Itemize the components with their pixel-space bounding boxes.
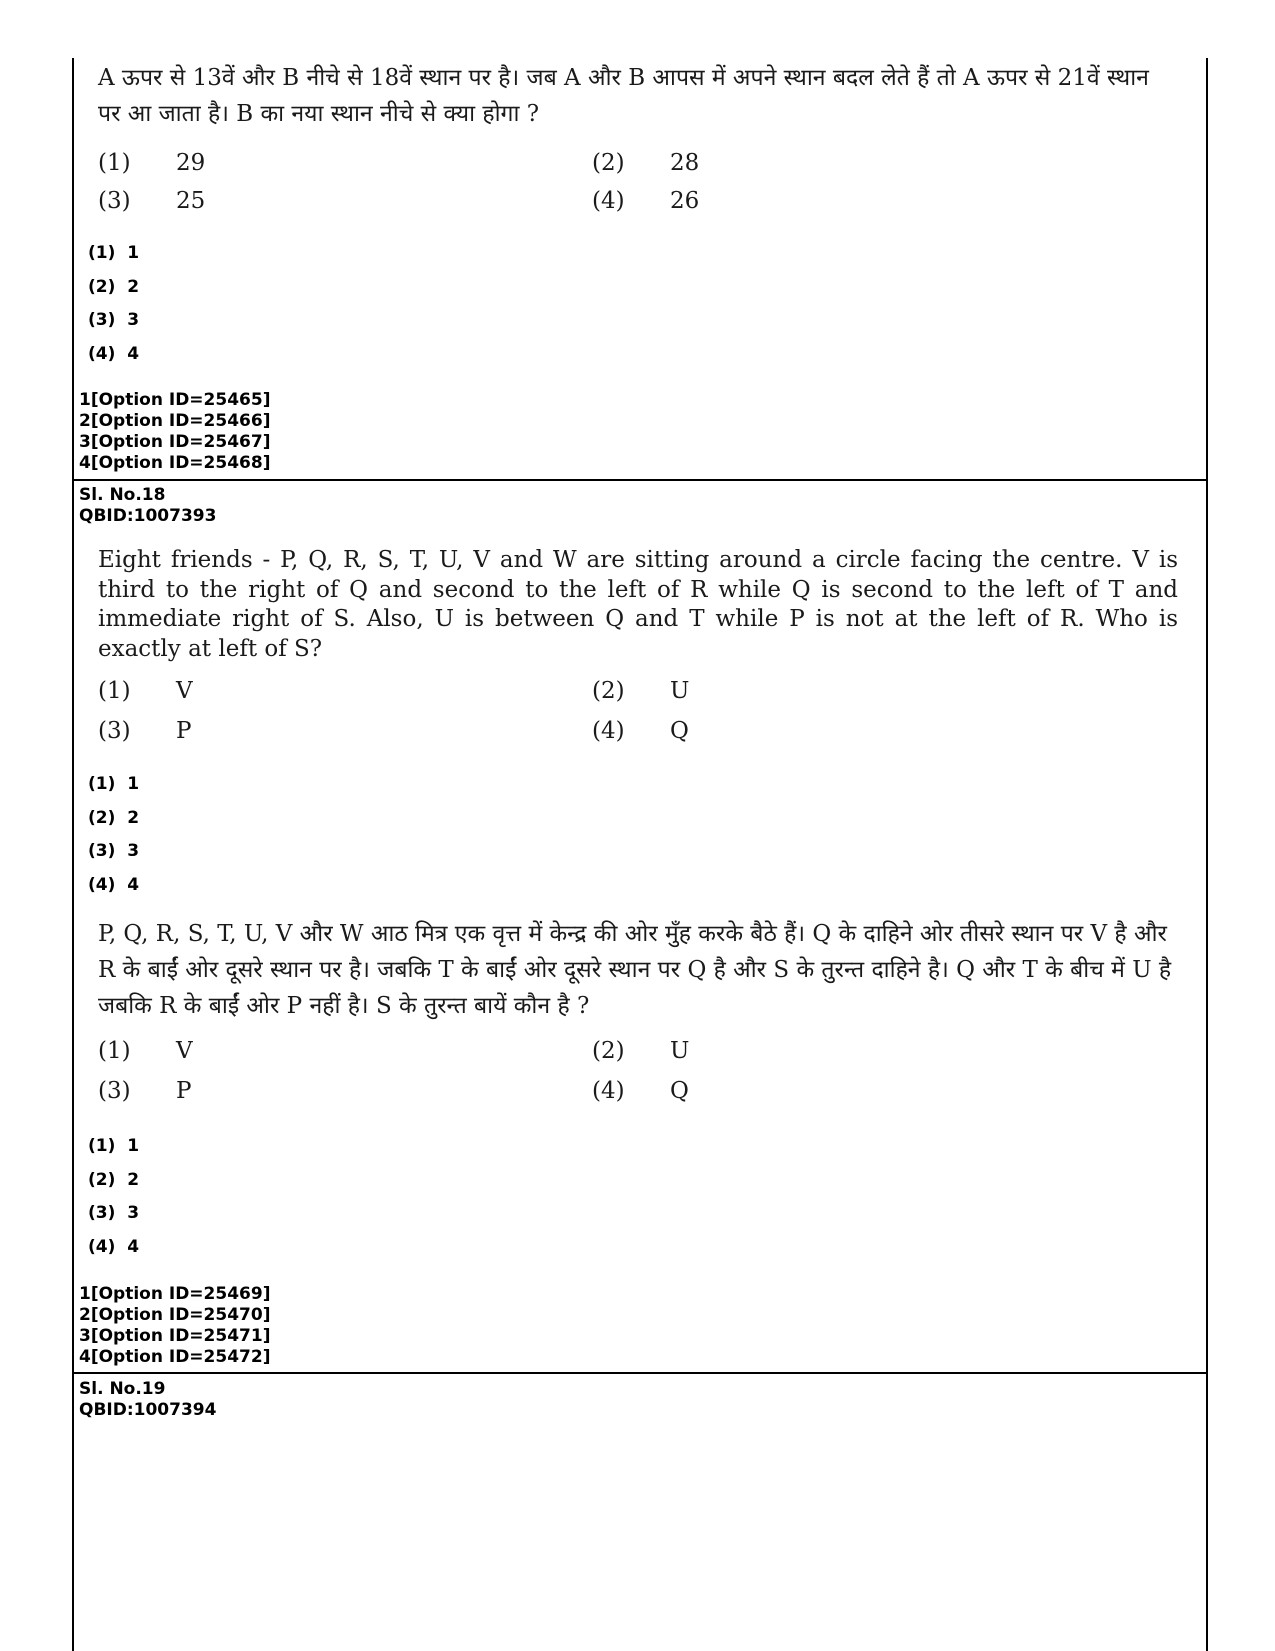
serial-number: Sl. No.18 (79, 485, 166, 505)
answer-item: (3) 3 (88, 841, 140, 861)
option-id: 2[Option ID=25470] (79, 1305, 271, 1325)
option-id: 4[Option ID=25472] (79, 1347, 271, 1367)
option-text: Q (670, 1078, 689, 1104)
question-divider (72, 479, 1208, 481)
answer-item: (1) 1 (88, 1136, 140, 1156)
answer-item: (3) 3 (88, 1203, 140, 1223)
option-3 (98, 718, 191, 744)
option-number: (2) (592, 1038, 625, 1064)
option-text: U (670, 678, 690, 704)
option-number: (1) (98, 1038, 131, 1064)
question-sheet (72, 58, 1208, 1651)
option-number: (4) (592, 718, 625, 744)
option-id-list (79, 1284, 270, 1368)
option-number: (3) (98, 718, 131, 744)
option-1 (98, 1038, 193, 1064)
option-id: 1[Option ID=25465] (79, 390, 271, 410)
question-text-hindi: P, Q, R, S, T, U, V और W आठ मित्र एक वृत्त में केन्द्र की ओर मुँह करके बैठे हैं। Q के दाहिने ओर तीसरे स्थान पर V है और R के बाईं ओर दूसरे स्थान पर है। जबकि T के बाईं ओर दूसरे स्थान पर Q है और S के तुरन्त दाहिने है। Q और T के बीच में U है जबकि R के बाईं ओर P नहीं है। S के तुरन्त बायें कौन है ? (98, 921, 1172, 1019)
option-1 (98, 678, 193, 704)
qbid: QBID:1007394 (79, 1400, 217, 1420)
option-1 (98, 150, 205, 176)
answer-list (88, 1130, 139, 1264)
option-text: 28 (670, 150, 700, 176)
serial-number: Sl. No.19 (79, 1379, 166, 1399)
option-2 (592, 150, 699, 176)
question-divider (72, 1372, 1208, 1374)
option-number: (4) (592, 188, 625, 214)
answer-item: (2) 2 (88, 807, 140, 828)
option-number: (1) (98, 678, 131, 704)
answer-item: (1) 1 (88, 243, 140, 263)
option-text: V (176, 1038, 193, 1064)
options-grid (98, 1038, 1178, 1118)
option-number: (3) (98, 1078, 131, 1104)
option-id: 2[Option ID=25466] (79, 411, 271, 431)
option-2 (592, 1038, 689, 1064)
option-4 (592, 1078, 689, 1104)
option-number: (2) (592, 150, 625, 176)
answer-item: (4) 4 (88, 1236, 140, 1257)
answer-list (88, 768, 139, 902)
option-4 (592, 718, 689, 744)
question-meta (79, 485, 216, 527)
option-number: (4) (592, 1078, 625, 1104)
option-text: Q (670, 718, 689, 744)
answer-item: (2) 2 (88, 276, 140, 297)
option-3 (98, 188, 205, 214)
answer-item: (4) 4 (88, 343, 140, 364)
option-text: U (670, 1038, 690, 1064)
option-text: P (176, 1078, 192, 1104)
question-text-hindi: A ऊपर से 13वें और B नीचे से 18वें स्थान पर है। जब A और B आपस में अपने स्थान बदल लेते हैं तो A ऊपर से 21वें स्थान पर आ जाता है। B का नया स्थान नीचे से क्या होगा ? (98, 65, 1149, 127)
question-text-english: Eight friends - P, Q, R, S, T, U, V and W are sitting around a circle facing the centre. V is third to the right of Q and second to the left of R while Q is second to the left of T and immediate right of S. Also, U is between Q and T while P is not at the left of R. Who is exactly at left of S? (98, 547, 1178, 662)
answer-item: (1) 1 (88, 774, 140, 794)
question-meta (79, 1379, 216, 1421)
option-4 (592, 188, 699, 214)
options-grid (98, 150, 1178, 230)
option-number: (2) (592, 678, 625, 704)
option-text: P (176, 718, 192, 744)
answer-item: (2) 2 (88, 1169, 140, 1190)
option-id: 3[Option ID=25471] (79, 1326, 271, 1346)
option-id-list (79, 390, 270, 474)
options-grid (98, 678, 1178, 758)
answer-list (88, 237, 139, 371)
option-text: 29 (176, 150, 206, 176)
option-text: V (176, 678, 193, 704)
option-text: 26 (670, 188, 700, 214)
option-id: 4[Option ID=25468] (79, 453, 271, 473)
option-2 (592, 678, 689, 704)
qbid: QBID:1007393 (79, 506, 217, 526)
option-3 (98, 1078, 191, 1104)
option-text: 25 (176, 188, 206, 214)
answer-item: (4) 4 (88, 874, 140, 895)
option-number: (1) (98, 150, 131, 176)
answer-item: (3) 3 (88, 310, 140, 330)
option-id: 1[Option ID=25469] (79, 1284, 271, 1304)
option-id: 3[Option ID=25467] (79, 432, 271, 452)
option-number: (3) (98, 188, 131, 214)
